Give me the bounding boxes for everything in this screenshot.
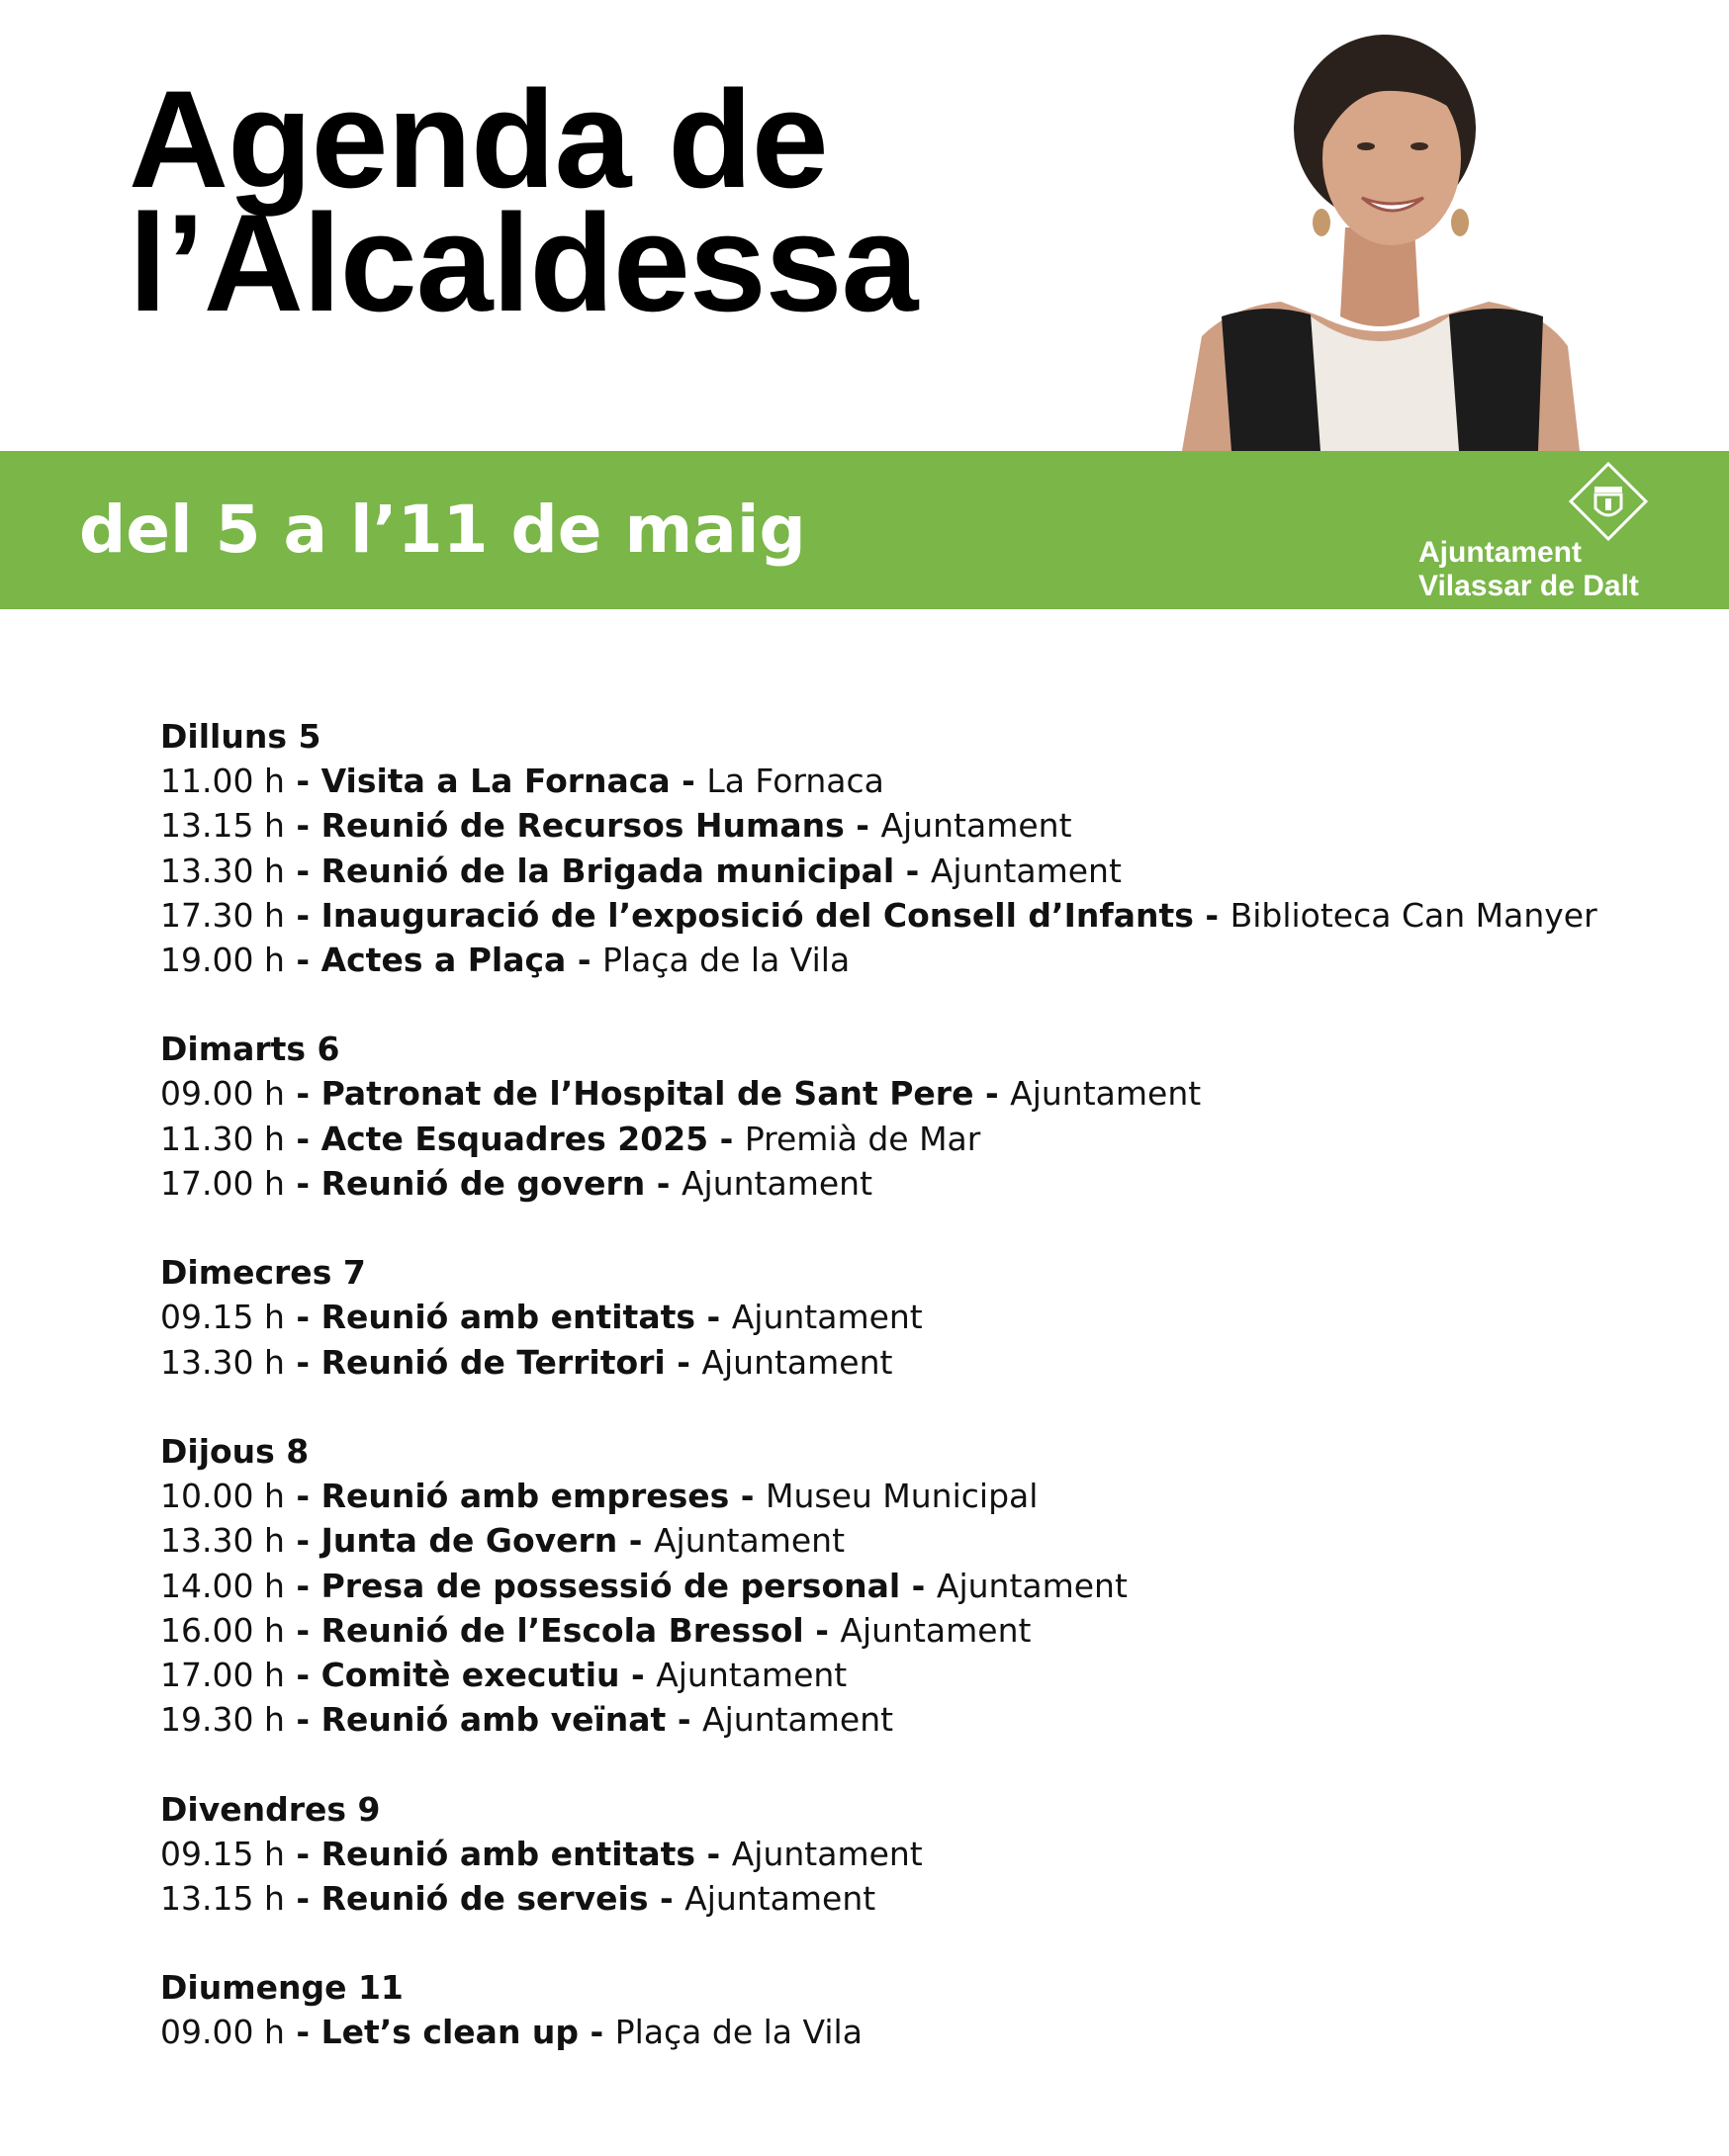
separator: - [619, 1656, 657, 1695]
agenda-entry [160, 1653, 1594, 1697]
separator: - [284, 895, 321, 935]
event-time: 09.00 h [160, 2013, 285, 2052]
separator: - [617, 1521, 654, 1561]
event-place: Ajuntament [840, 1610, 1032, 1650]
event-time: 14.00 h [160, 1566, 285, 1605]
agenda-entry [160, 1564, 1594, 1608]
separator: - [284, 1566, 321, 1605]
event-time: 10.00 h [160, 1476, 285, 1515]
event-name: Reunió de l’Escola Bressol [320, 1610, 804, 1650]
agenda-entry [160, 1161, 1594, 1206]
agenda-entry [160, 2010, 1594, 2054]
separator: - [284, 1834, 321, 1873]
event-time: 13.15 h [160, 806, 285, 846]
event-name: Visita a La Fornaca [320, 762, 671, 800]
separator: - [284, 1164, 321, 1204]
coat-of-arms-icon [1568, 461, 1649, 542]
event-name: Reunió de govern [320, 1164, 646, 1204]
day-section [160, 1250, 1594, 1385]
separator: - [284, 1521, 321, 1561]
event-name: Reunió amb entitats [320, 1298, 696, 1337]
separator: - [284, 1879, 321, 1919]
event-time: 11.00 h [160, 762, 285, 800]
event-place: Premià de Mar [744, 1119, 981, 1158]
separator: - [284, 762, 321, 800]
page-title [129, 61, 918, 340]
event-place: Plaça de la Vila [602, 941, 851, 980]
event-name: Patronat de l’Hospital de Sant Pere [320, 1074, 974, 1114]
event-place: Ajuntament [684, 1879, 876, 1919]
event-name: Reunió amb empreses [320, 1476, 730, 1515]
separator: - [284, 1700, 321, 1740]
event-place: Ajuntament [681, 1164, 873, 1204]
separator: - [666, 1700, 703, 1740]
event-name: Let’s clean up [320, 2013, 580, 2052]
event-time: 13.30 h [160, 1521, 285, 1561]
event-time: 13.30 h [160, 851, 285, 890]
event-name: Reunió amb entitats [320, 1834, 696, 1873]
agenda-entry [160, 803, 1594, 848]
event-place: Ajuntament [880, 806, 1072, 846]
event-place: Plaça de la Vila [614, 2013, 863, 2052]
agenda-entry [160, 893, 1597, 938]
event-name: Presa de possessió de personal [320, 1566, 901, 1605]
event-time: 13.30 h [160, 1342, 285, 1382]
event-place: Biblioteca Can Manyer [1229, 895, 1597, 935]
event-place: Ajuntament [1010, 1074, 1202, 1114]
event-name: Junta de Govern [320, 1521, 618, 1561]
event-time: 17.30 h [160, 895, 285, 935]
event-time: 09.15 h [160, 1298, 285, 1337]
separator: - [1193, 895, 1230, 935]
event-name: Reunió de Recursos Humans [320, 806, 845, 846]
separator: - [844, 806, 881, 846]
separator: - [894, 851, 931, 890]
separator: - [670, 762, 707, 800]
title-line-1: Agenda de [129, 61, 828, 217]
event-time: 09.15 h [160, 1834, 285, 1873]
event-name: Reunió amb veïnat [320, 1700, 667, 1740]
agenda-entry [160, 1697, 1594, 1742]
separator: - [284, 941, 321, 980]
day-title: Diumenge 11 [160, 1968, 404, 2008]
ajuntament-logo [1414, 461, 1652, 609]
separator: - [803, 1610, 841, 1650]
event-place: Ajuntament [930, 851, 1122, 890]
event-name: Acte Esquadres 2025 [320, 1119, 709, 1158]
agenda-entry [160, 1608, 1594, 1653]
separator: - [284, 806, 321, 846]
title-line-2: l’Alcaldessa [129, 185, 918, 340]
agenda-entry [160, 1295, 1594, 1339]
agenda-entry [160, 1876, 1594, 1921]
day-title: Dijous 8 [160, 1431, 310, 1471]
separator: - [973, 1074, 1011, 1114]
separator: - [284, 1074, 321, 1114]
event-name: Reunió de la Brigada municipal [320, 851, 895, 890]
event-place: Ajuntament [936, 1566, 1128, 1605]
agenda-entry [160, 1832, 1594, 1876]
agenda-entry [160, 759, 1594, 803]
agenda-entry [160, 849, 1594, 893]
separator: - [284, 851, 321, 890]
day-title: Dimecres 7 [160, 1253, 366, 1293]
separator: - [284, 1610, 321, 1650]
separator: - [284, 2013, 321, 2052]
event-name: Inauguració de l’exposició del Consell d’Infants [320, 895, 1194, 935]
event-name: Actes a Plaça [320, 941, 567, 980]
event-place: Ajuntament [701, 1342, 893, 1382]
day-title: Dimarts 6 [160, 1030, 340, 1069]
day-title: Divendres 9 [160, 1789, 381, 1829]
day-section [160, 1787, 1594, 1922]
day-section [160, 1027, 1594, 1206]
event-time: 16.00 h [160, 1610, 285, 1650]
event-time: 19.30 h [160, 1700, 285, 1740]
agenda-list [160, 714, 1597, 2100]
day-section [160, 714, 1597, 982]
event-time: 09.00 h [160, 1074, 285, 1114]
event-place: Ajuntament [702, 1700, 894, 1740]
date-range: del 5 a l’11 de maig [79, 492, 806, 568]
separator: - [566, 941, 603, 980]
separator: - [695, 1298, 732, 1337]
event-place: La Fornaca [706, 762, 884, 800]
separator: - [284, 1342, 321, 1382]
event-place: Ajuntament [656, 1656, 848, 1695]
agenda-entry [160, 938, 1594, 982]
event-time: 13.15 h [160, 1879, 285, 1919]
logo-line-1: Ajuntament [1418, 536, 1582, 569]
day-section [160, 1429, 1594, 1743]
event-time: 11.30 h [160, 1119, 285, 1158]
separator: - [645, 1164, 682, 1204]
separator: - [284, 1298, 321, 1337]
date-band [0, 451, 1729, 609]
agenda-entry [160, 1340, 1594, 1385]
event-name: Comitè executiu [320, 1656, 620, 1695]
separator: - [729, 1476, 766, 1515]
event-time: 17.00 h [160, 1164, 285, 1204]
event-place: Museu Municipal [766, 1476, 1039, 1515]
separator: - [900, 1566, 937, 1605]
agenda-entry [160, 1117, 1594, 1161]
separator: - [708, 1119, 745, 1158]
separator: - [284, 1119, 321, 1158]
event-name: Reunió de Territori [320, 1342, 666, 1382]
separator: - [648, 1879, 685, 1919]
separator: - [665, 1342, 702, 1382]
mayor-portrait [1172, 20, 1588, 451]
separator: - [695, 1834, 732, 1873]
event-time: 17.00 h [160, 1656, 285, 1695]
logo-line-2: Vilassar de Dalt [1418, 570, 1639, 602]
agenda-entry [160, 1474, 1594, 1518]
agenda-entry [160, 1518, 1594, 1563]
event-time: 19.00 h [160, 941, 285, 980]
event-place: Ajuntament [731, 1298, 923, 1337]
event-place: Ajuntament [731, 1834, 923, 1873]
day-title: Dilluns 5 [160, 717, 321, 756]
separator: - [579, 2013, 615, 2052]
day-section [160, 1965, 1594, 2054]
separator: - [284, 1476, 321, 1515]
event-name: Reunió de serveis [320, 1879, 649, 1919]
agenda-entry [160, 1071, 1594, 1116]
separator: - [284, 1656, 321, 1695]
event-place: Ajuntament [653, 1521, 846, 1561]
